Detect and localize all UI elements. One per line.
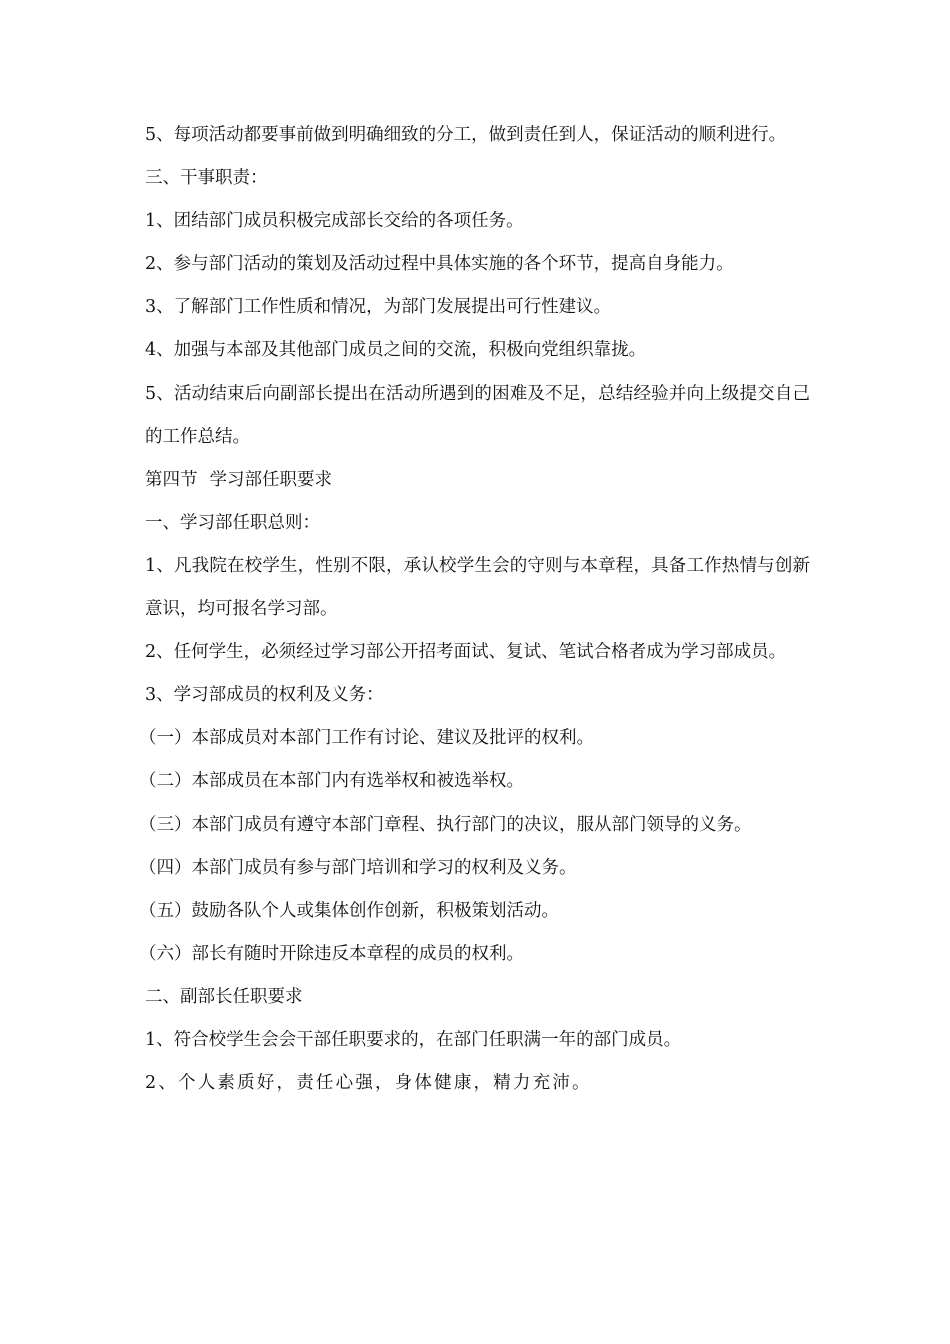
paragraph-staff-duty-4: 4、加强与本部及其他部门成员之间的交流，积极向党组织靠拢。 [145, 340, 647, 361]
paragraph-requirement-2: 2、个人素质好，责任心强，身体健康，精力充沛。 [145, 1073, 592, 1094]
paragraph-item-5-activity-division: 5、每项活动都要事前做到明确细致的分工，做到责任到人，保证活动的顺利进行。 [145, 125, 787, 145]
paragraph-rule-3: 3、学习部成员的权利及义务： [145, 685, 384, 706]
paragraph-rule-2: 2、任何学生，必须经过学习部公开招考面试、复试、笔试合格者成为学习部成员。 [145, 642, 787, 663]
heading-general-rules: 一、学习部任职总则： [145, 512, 320, 533]
paragraph-right-1: （一）本部成员对本部门工作有讨论、建议及批评的权利。 [139, 728, 594, 749]
paragraph-staff-duty-3: 3、了解部门工作性质和情况，为部门发展提出可行性建议。 [145, 297, 612, 318]
paragraph-right-4: （四）本部门成员有参与部门培训和学习的权利及义务。 [139, 857, 577, 878]
heading-staff-duties: 三、干事职责： [145, 168, 268, 189]
paragraph-staff-duty-1: 1、团结部门成员积极完成部长交给的各项任务。 [145, 211, 524, 232]
paragraph-right-5: （五）鼓励各队个人或集体创作创新，积极策划活动。 [139, 900, 559, 921]
heading-vice-minister-requirements: 二、副部长任职要求 [145, 986, 303, 1007]
paragraph-right-3: （三）本部门成员有遵守本部门章程、执行部门的决议，服从部门领导的义务。 [139, 814, 752, 835]
paragraph-staff-duty-2: 2、参与部门活动的策划及活动过程中具体实施的各个环节，提高自身能力。 [145, 254, 734, 275]
paragraph-right-2: （二）本部成员在本部门内有选举权和被选举权。 [139, 771, 524, 792]
paragraph-rule-1: 1、凡我院在校学生，性别不限，承认校学生会的守则与本章程，具备工作热情与创新意识，均可报名学习部。 [145, 555, 810, 620]
paragraph-staff-duty-5: 5、活动结束后向副部长提出在活动所遇到的困难及不足，总结经验并向上级提交自己的工作总结。 [145, 383, 810, 447]
section-heading-4 [145, 459, 810, 502]
section-title: 学习部任职要求 [209, 469, 332, 490]
document-body [139, 114, 810, 1105]
paragraph-requirement-1: 1、符合校学生会会干部任职要求的，在部门任职满一年的部门成员。 [145, 1029, 682, 1050]
section-number: 第四节 [145, 469, 198, 490]
paragraph-right-6: （六）部长有随时开除违反本章程的成员的权利。 [139, 943, 524, 964]
